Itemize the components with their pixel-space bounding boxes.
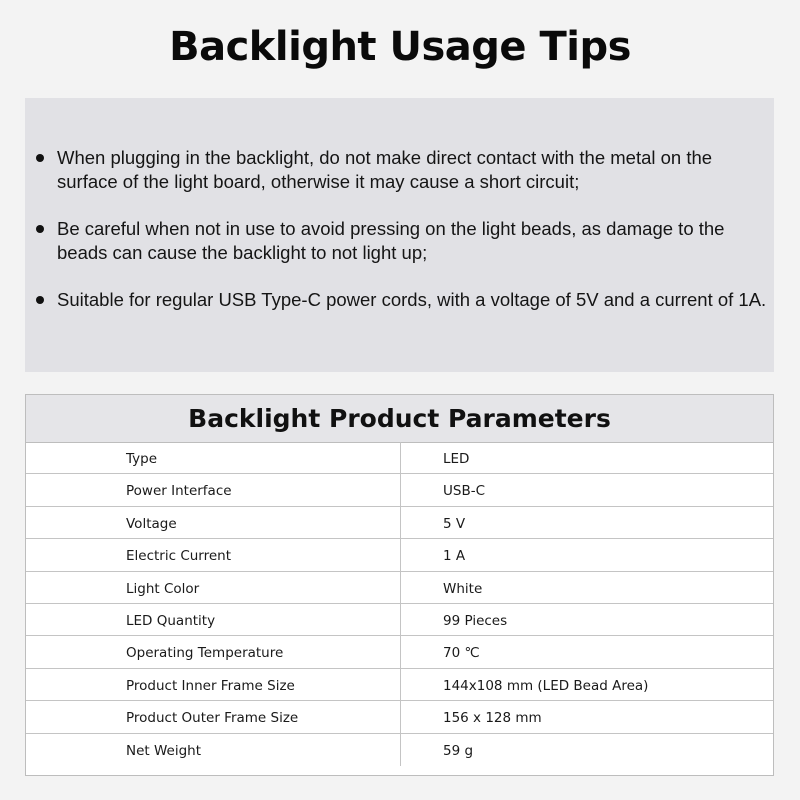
- table-row: [26, 572, 773, 604]
- table-row: [26, 669, 773, 701]
- table-row: [26, 734, 773, 766]
- table-row: [26, 474, 773, 506]
- table-row: [26, 636, 773, 668]
- column-divider: [400, 734, 401, 766]
- param-label: Voltage: [126, 515, 177, 532]
- column-divider: [400, 474, 401, 505]
- table-row: [26, 539, 773, 571]
- param-value: White: [443, 580, 483, 597]
- column-divider: [400, 539, 401, 570]
- column-divider: [400, 701, 401, 732]
- column-divider: [400, 669, 401, 700]
- param-value: 1 A: [443, 548, 466, 565]
- column-divider: [400, 636, 401, 667]
- param-label: Light Color: [126, 580, 200, 597]
- param-value: 156 x 128 mm: [443, 710, 542, 727]
- parameters-title: Backlight Product Parameters: [26, 395, 773, 443]
- tip-text: When plugging in the backlight, do not make direct contact with the metal on the surface of the light board, otherwise it may cause a short circuit;: [57, 147, 713, 192]
- param-label: Net Weight: [126, 742, 202, 759]
- table-row: [26, 701, 773, 733]
- table-row: [26, 442, 773, 474]
- usage-tips-panel: [25, 98, 774, 372]
- table-row: [26, 507, 773, 539]
- param-value: 99 Pieces: [443, 612, 508, 629]
- param-value: 59 g: [443, 742, 474, 759]
- parameters-table: [25, 394, 774, 776]
- param-value: USB-C: [443, 483, 486, 500]
- column-divider: [400, 442, 401, 473]
- bullet-icon: [36, 154, 44, 162]
- param-label: Product Inner Frame Size: [126, 677, 295, 694]
- page-title: Backlight Usage Tips: [169, 24, 631, 70]
- bullet-icon: [36, 225, 44, 233]
- param-label: Type: [126, 451, 158, 467]
- column-divider: [400, 507, 401, 538]
- param-value: 70 ℃: [443, 645, 480, 662]
- param-label: Product Outer Frame Size: [126, 710, 299, 727]
- column-divider: [400, 604, 401, 635]
- table-row: [26, 604, 773, 636]
- param-label: LED Quantity: [126, 612, 216, 629]
- bullet-icon: [36, 296, 44, 304]
- param-label: Power Interface: [126, 483, 232, 500]
- parameters-rows: [26, 442, 773, 766]
- param-value: LED: [443, 451, 470, 467]
- tip-text: Suitable for regular USB Type-C power cords, with a voltage of 5V and a current of 1A.: [57, 289, 767, 310]
- tip-text: Be careful when not in use to avoid pressing on the light beads, as damage to the beads can cause the backlight to not light up;: [57, 218, 725, 263]
- column-divider: [400, 572, 401, 603]
- param-label: Operating Temperature: [126, 645, 284, 662]
- param-label: Electric Current: [126, 548, 232, 565]
- param-value: 144x108 mm (LED Bead Area): [443, 677, 649, 694]
- param-value: 5 V: [443, 515, 466, 532]
